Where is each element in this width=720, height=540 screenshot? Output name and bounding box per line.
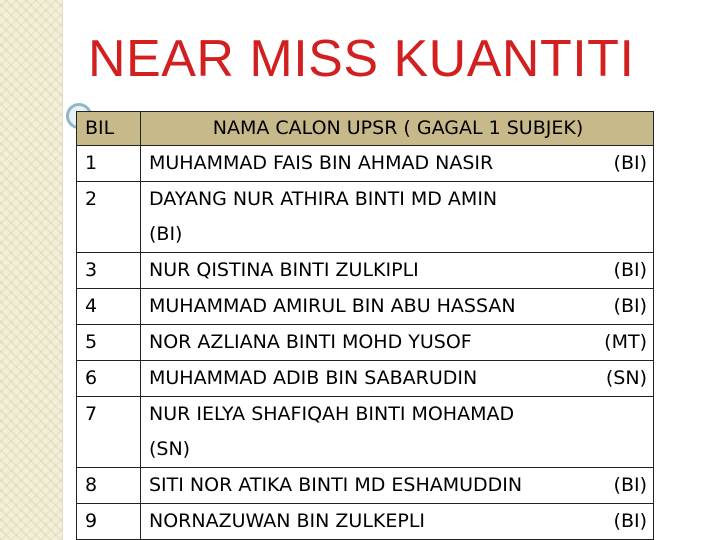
table-row: [77, 397, 654, 468]
header-bil: BIL: [77, 112, 141, 146]
candidate-name: SITI NOR ATIKA BINTI MD ESHAMUDDIN: [149, 474, 523, 496]
decorative-sidebar: [0, 0, 63, 540]
row-number: 8: [77, 468, 141, 504]
candidate-name: MUHAMMAD FAIS BIN AHMAD NASIR: [149, 152, 494, 174]
header-nama: NAMA CALON UPSR ( GAGAL 1 SUBJEK): [141, 112, 654, 146]
failed-subject: (BI): [149, 223, 183, 245]
row-number: 6: [77, 361, 141, 397]
candidate-name: MUHAMMAD AMIRUL BIN ABU HASSAN: [149, 295, 516, 317]
table-header-row: [77, 112, 654, 146]
candidate-table: [76, 111, 654, 540]
row-number: 3: [77, 253, 141, 289]
candidate-table-container: [76, 111, 654, 540]
table-row: [77, 182, 654, 253]
candidate-name: MUHAMMAD ADIB BIN SABARUDIN: [149, 367, 478, 389]
failed-subject: (BI): [613, 295, 647, 317]
candidate-name: DAYANG NUR ATHIRA BINTI MD AMIN: [149, 188, 498, 210]
failed-subject: (BI): [613, 259, 647, 281]
row-number: 4: [77, 289, 141, 325]
candidate-name: NORNAZUWAN BIN ZULKEPLI: [149, 510, 426, 532]
candidate-name: NUR IELYA SHAFIQAH BINTI MOHAMAD: [149, 403, 515, 425]
candidate-name: NOR AZLIANA BINTI MOHD YUSOF: [149, 331, 472, 353]
failed-subject: (BI): [613, 510, 647, 532]
failed-subject: (BI): [613, 152, 647, 174]
candidate-name: NUR QISTINA BINTI ZULKIPLI: [149, 259, 419, 281]
row-number: 1: [77, 146, 141, 182]
failed-subject: (SN): [149, 438, 191, 460]
table-row: [77, 504, 654, 540]
failed-subject: (MT): [604, 331, 647, 353]
row-number: 5: [77, 325, 141, 361]
failed-subject: (BI): [613, 474, 647, 496]
table-row: [77, 361, 654, 397]
failed-subject: (SN): [605, 367, 647, 389]
table-row: [77, 289, 654, 325]
table-row: [77, 325, 654, 361]
row-number: 9: [77, 504, 141, 540]
table-row: [77, 146, 654, 182]
row-number: 2: [77, 182, 141, 253]
slide-title: NEAR MISS KUANTITI: [88, 30, 635, 88]
table-row: [77, 468, 654, 504]
row-number: 7: [77, 397, 141, 468]
table-row: [77, 253, 654, 289]
